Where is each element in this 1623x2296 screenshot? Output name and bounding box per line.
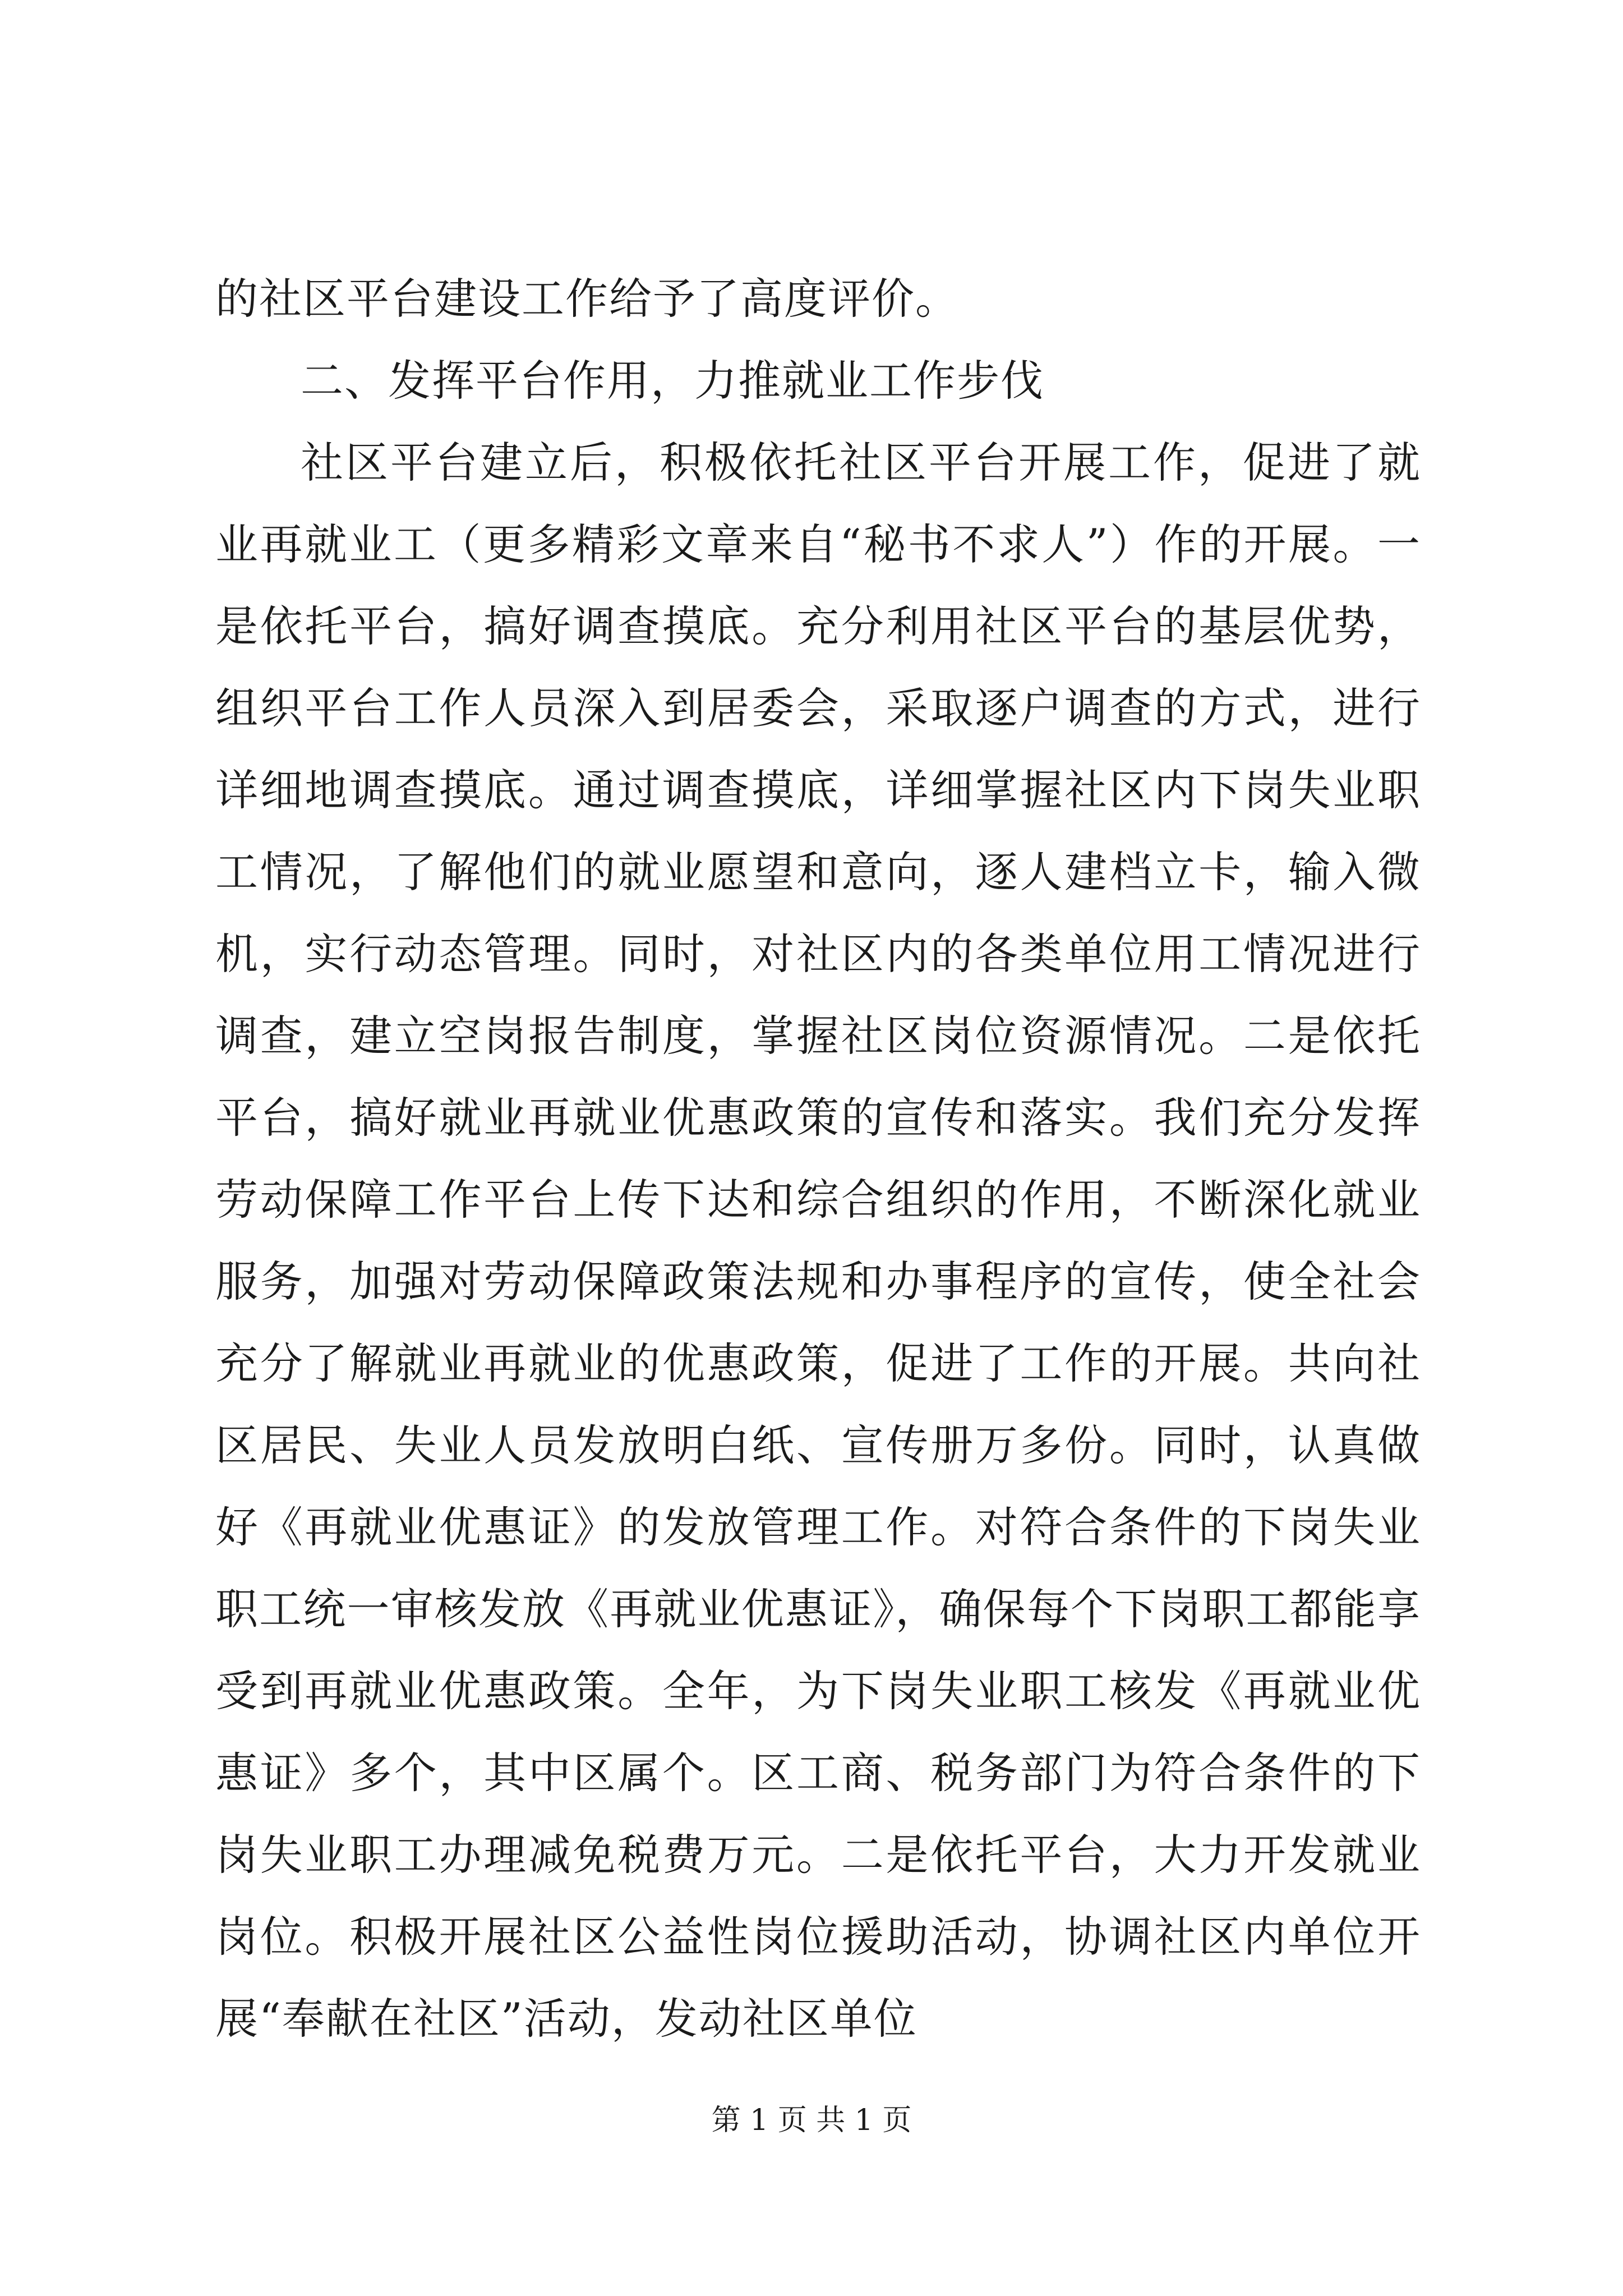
paragraph-main: 社区平台建立后，积极依托社区平台开展工作，促进了就业再就业工（更多精彩文章来自“秘书不求人”）作的开展。一是依托平台，搞好调查摸底。充分利用社区平台的基层优势，组织平台工作人员深入到居委会，采取逐户调查的方式，进行详细地调查摸底。通过调查摸底，详细掌握社区内下岗失业职工情况，了解他们的就业愿望和意向，逐人建档立卡，输入微机，实行动态管理。同时，对社区内的各类单位用工情况进行调查，建立空岗报告制度，掌握社区岗位资源情况。二是依托平台，搞好就业再就业优惠政策的宣传和落实。我们充分发挥劳动保障工作平台上传下达和综合组织的作用，不断深化就业服务，加强对劳动保障政策法规和办事程序的宣传，使全社会充分了解就业再就业的优惠政策，促进了工作的开展。共向社区居民、失业人员发放明白纸、宣传册万多份。同时，认真做好《再就业优惠证》的发放管理工作。对符合条件的下岗失业职工统一审核发放《再就业优惠证》，确保每个下岗职工都能享受到再就业优惠政策。全年，为下岗失业职工核发《再就业优惠证》多个，其中区属个。区工商、税务部门为符合条件的下岗失业职工办理减免税费万元。二是依托平台，大力开发就业岗位。积极开展社区公益性岗位援助活动，协调社区内单位开展“奉献在社区”活动，发动社区单位 (215, 438, 1421, 2044)
paragraph-continuation: 的社区平台建设工作给予了高度评价。 (215, 274, 959, 324)
page-footer: 第 1 页 共 1 页 (711, 2104, 912, 2137)
section-heading: 二、发挥平台作用，力推就业工作步伐 (301, 356, 1044, 406)
document-body (215, 258, 1421, 2060)
